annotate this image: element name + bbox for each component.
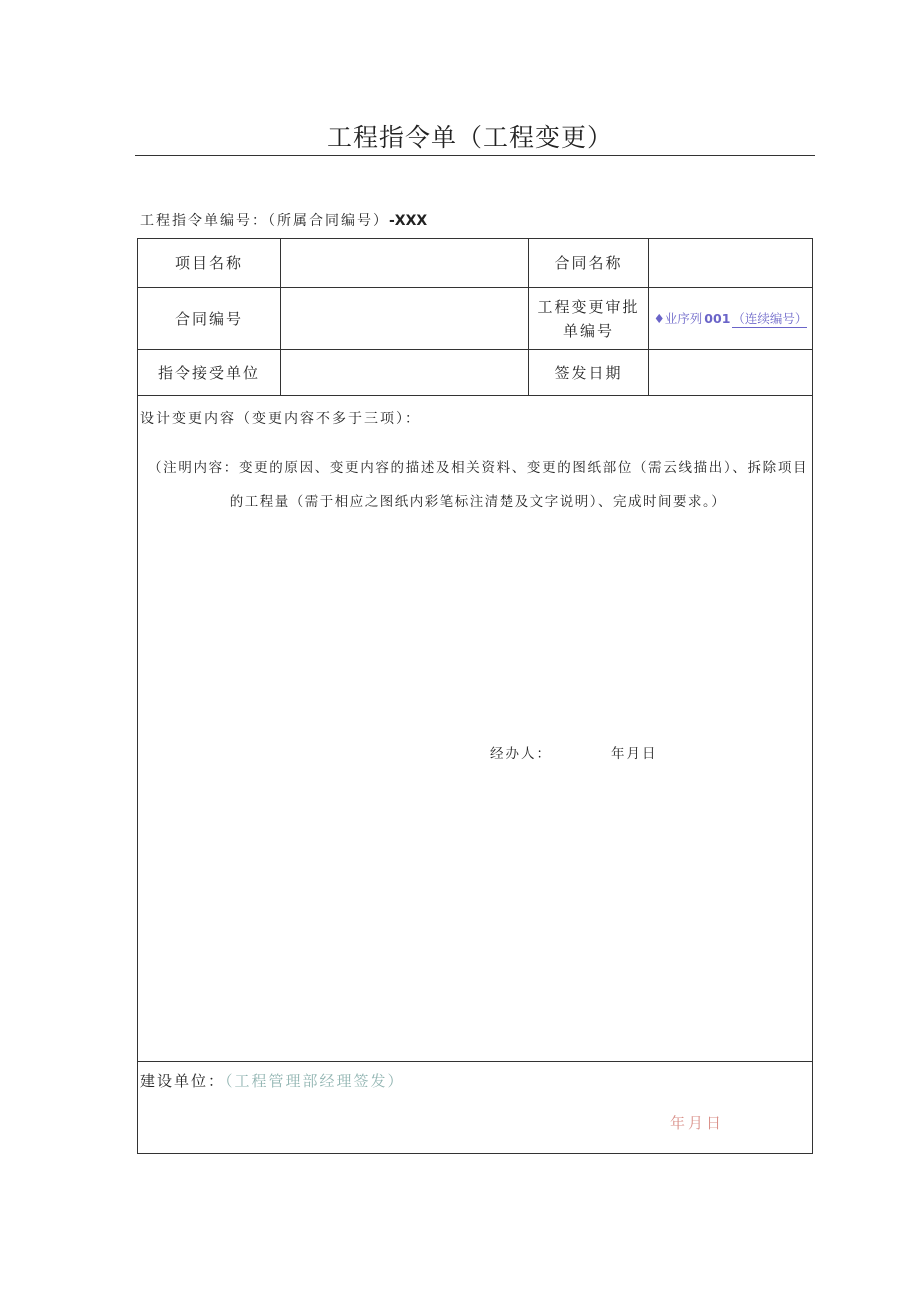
construction-unit-date: 年月日 bbox=[670, 1114, 725, 1132]
handler-date-label: 年月日 bbox=[611, 746, 658, 762]
design-change-note: （注明内容：变更的原因、变更内容的描述及相关资料、变更的图纸部位（需云线描出）、拆除项目的工程量（需于相应之图纸内彩笔标注清楚及文字说明）、完成时间要求。） bbox=[148, 460, 808, 510]
approval-number-label-line2: 单编号 bbox=[562, 321, 614, 340]
construction-unit-line bbox=[140, 1070, 405, 1091]
project-name-label: 项目名称 bbox=[174, 254, 243, 272]
title-underline bbox=[135, 155, 815, 156]
order-number-line bbox=[140, 210, 427, 230]
receiving-unit-field[interactable] bbox=[281, 350, 528, 395]
construction-unit-label: 建设单位： bbox=[140, 1072, 226, 1090]
issue-date-field[interactable] bbox=[649, 350, 812, 395]
approval-number-prefix: ♦业序列 bbox=[653, 311, 703, 326]
contract-name-field[interactable] bbox=[649, 239, 812, 287]
approval-number-value[interactable] bbox=[649, 287, 812, 349]
approval-number-label bbox=[529, 288, 648, 349]
order-number-suffix: -XXX bbox=[389, 213, 428, 229]
approval-number-digits: 001 bbox=[704, 310, 731, 326]
receiving-unit-label: 指令接受单位 bbox=[157, 363, 260, 382]
order-number-label: 工程指令单编号：（所属合同编号） bbox=[140, 213, 389, 229]
contract-number-field[interactable] bbox=[281, 288, 528, 349]
contract-number-label: 合同编号 bbox=[174, 309, 243, 328]
design-change-heading: 设计变更内容（变更内容不多于三项）： bbox=[140, 411, 421, 427]
page-title: 工程指令单（工程变更） bbox=[326, 123, 613, 152]
row-divider-4 bbox=[138, 1061, 812, 1062]
change-order-form bbox=[137, 238, 813, 1154]
construction-unit-hint: （工程管理部经理签发） bbox=[225, 1072, 405, 1090]
contract-name-label: 合同名称 bbox=[554, 254, 623, 272]
approval-number-label-line1: 工程变更审批 bbox=[537, 297, 640, 316]
project-name-field[interactable] bbox=[281, 239, 528, 287]
issue-date-label: 签发日期 bbox=[554, 363, 623, 382]
row-divider-3 bbox=[138, 395, 812, 396]
handler-label: 经办人： bbox=[490, 746, 552, 762]
approval-number-link[interactable]: （连续编号） bbox=[732, 310, 808, 326]
